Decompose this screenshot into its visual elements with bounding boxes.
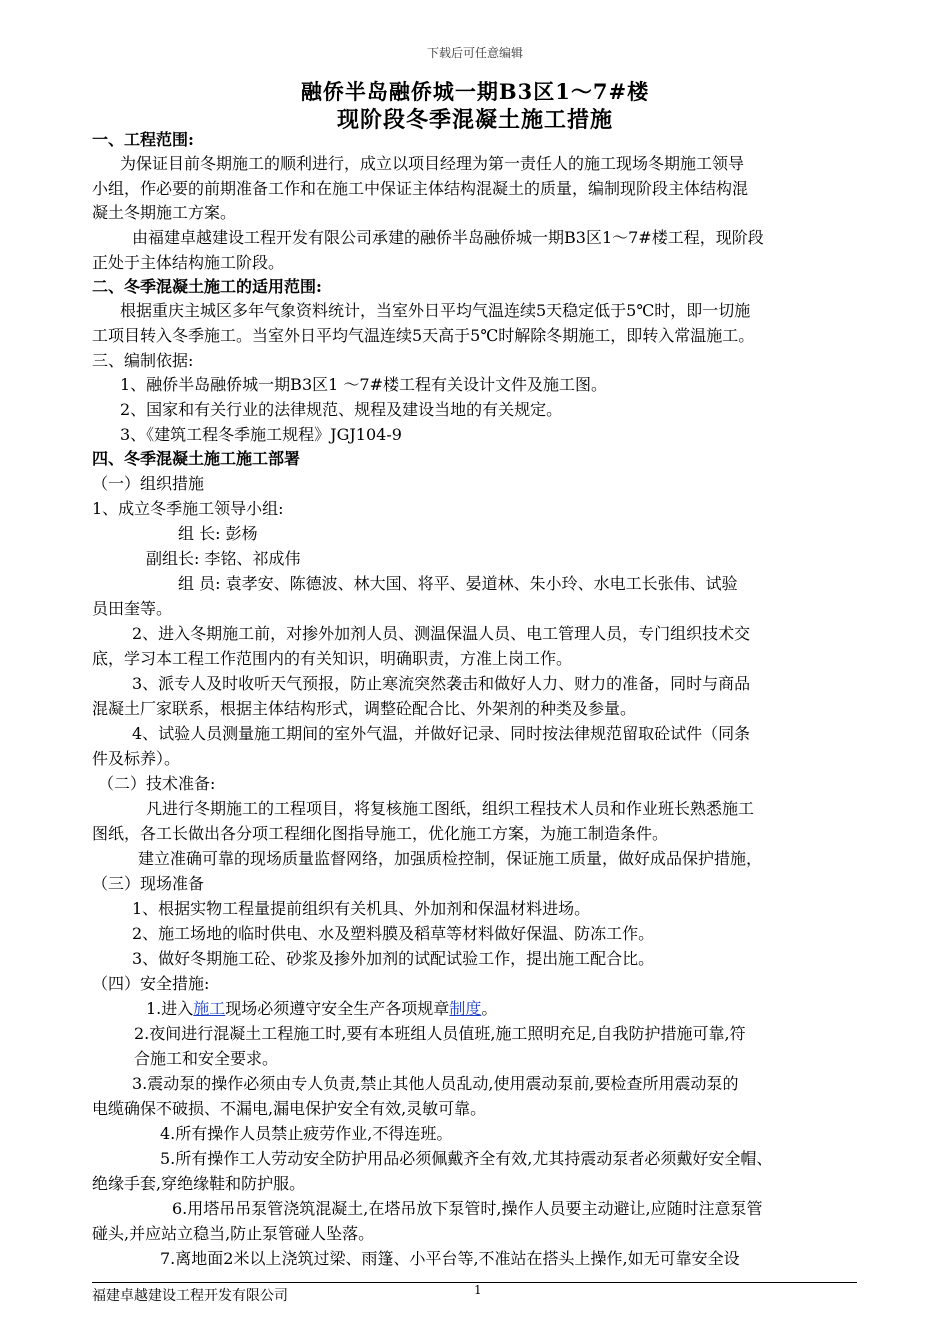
subsection-heading: （四）安全措施:	[92, 974, 210, 993]
paragraph-line: 件及标养）。	[92, 749, 181, 768]
paragraph-line: 建立准确可靠的现场质量监督网络，加强质检控制，保证施工质量，做好成品保护措施，	[138, 849, 763, 868]
document-title-line2: 现阶段冬季混凝土施工措施	[336, 107, 613, 133]
list-item: 5.所有操作工人劳动安全防护用品必须佩戴齐全有效,尤其持震动泵者必须戴好安全帽、	[160, 1149, 773, 1168]
paragraph-line: 工项目转入冬季施工。当室外日平均气温连续5天高于5℃时解除冬期施工，即转入常温施工。	[92, 326, 755, 345]
paragraph-line: 碰头,并应站立稳当,防止泵管碰人坠落。	[92, 1224, 375, 1243]
paragraph-line: 凡进行冬期施工的工程项目，将复核施工图纸，组织工程技术人员和作业班长熟悉施工	[146, 799, 755, 818]
document-title-line1: 融侨半岛融侨城一期B3区1～7#楼	[300, 79, 650, 104]
section-heading-scope: 一、工程范围:	[92, 130, 194, 149]
paragraph-line: 正处于主体结构施工阶段。	[92, 253, 285, 272]
list-item: 2、进入冬期施工前，对掺外加剂人员、测温保温人员、电工管理人员，专门组织技术交	[132, 624, 751, 643]
list-item: 3、做好冬期施工砼、砂浆及掺外加剂的试配试验工作，提出施工配合比。	[132, 949, 655, 968]
list-item: 4、试验人员测量施工期间的室外气温，并做好记录、同时按法律规范留取砼试件（同条	[132, 724, 751, 743]
regulation-link[interactable]: 制度	[449, 999, 482, 1018]
subsection-heading: （一）组织措施	[92, 474, 205, 493]
subsection-heading: （二）技术准备:	[98, 774, 216, 793]
list-item: 2、国家和有关行业的法律规范、规程及建设当地的有关规定。	[120, 400, 563, 419]
section-heading-basis: 三、编制依据:	[92, 351, 194, 370]
leader-entry: 组 长: 彭杨	[178, 524, 258, 543]
paragraph-line: 凝土冬期施工方案。	[92, 203, 237, 222]
paragraph-line: 由福建卓越建设工程开发有限公司承建的融侨半岛融侨城一期B3区1～7#楼工程，现阶段	[132, 228, 764, 247]
header-note: 下载后可任意编辑	[426, 46, 523, 60]
list-item: 1、成立冬季施工领导小组:	[92, 499, 284, 518]
list-item: 2.夜间进行混凝土工程施工时,要有本班组人员值班,施工照明充足,自我防护措施可靠,符	[134, 1024, 746, 1043]
footer-company: 福建卓越建设工程开发有限公司	[92, 1288, 288, 1304]
list-item: 7.离地面2米以上浇筑过梁、雨篷、小平台等,不准站在搭头上操作,如无可靠安全设	[160, 1249, 740, 1268]
section-heading-applicability: 二、冬季混凝土施工的适用范围:	[92, 277, 322, 296]
paragraph-line: 根据重庆主城区多年气象资料统计，当室外日平均气温连续5天稳定低于5℃时，即一切施	[120, 301, 751, 320]
paragraph-line: 底，学习本工程工作范围内的有关知识，明确职责，方准上岗工作。	[92, 649, 573, 668]
construction-link[interactable]: 施工	[193, 999, 226, 1018]
safety-item-1-suffix: 。	[481, 999, 498, 1018]
safety-item-1-middle: 现场必须遵守安全生产各项规章	[225, 999, 450, 1018]
paragraph-line: 图纸，各工长做出各分项工程细化图指导施工，优化施工方案，为施工制造条件。	[92, 824, 669, 843]
safety-item-1	[146, 997, 497, 1021]
paragraph-line: 为保证目前冬期施工的顺利进行，成立以项目经理为第一责任人的施工现场冬期施工领导	[120, 154, 745, 173]
section-heading-deployment: 四、冬季混凝土施工施工部署	[92, 449, 301, 468]
list-item: 4.所有操作人员禁止疲劳作业,不得连班。	[160, 1124, 453, 1143]
paragraph-line: 绝缘手套,穿绝缘鞋和防护服。	[92, 1174, 306, 1193]
paragraph-line: 合施工和安全要求。	[134, 1049, 279, 1068]
paragraph-line: 员田奎等。	[92, 599, 173, 618]
paragraph-line: 电缆确保不破损、不漏电,漏电保护安全有效,灵敏可靠。	[92, 1099, 487, 1118]
list-item: 3、《建筑工程冬季施工规程》JGJ104-9	[120, 425, 402, 444]
page-number: 1	[474, 1283, 482, 1297]
paragraph-line: 混凝土厂家联系，根据主体结构形式，调整砼配合比、外架剂的种类及参量。	[92, 699, 637, 718]
members-entry: 组 员: 袁孝安、陈德波、林大国、将平、晏道林、朱小玲、水电工长张伟、试验	[178, 574, 738, 593]
list-item: 3、派专人及时收听天气预报，防止寒流突然袭击和做好人力、财力的准备，同时与商品	[132, 674, 751, 693]
safety-item-1-prefix: 1.进入	[146, 999, 194, 1018]
list-item: 1、根据实物工程量提前组织有关机具、外加剂和保温材料进场。	[132, 899, 591, 918]
list-item: 1、融侨半岛融侨城一期B3区1 ～7#楼工程有关设计文件及施工图。	[120, 375, 607, 394]
paragraph-line: 小组，作必要的前期准备工作和在施工中保证主体结构混凝土的质量，编制现阶段主体结构混	[92, 179, 749, 198]
deputy-leader-entry: 副组长: 李铭、祁成伟	[146, 549, 301, 568]
list-item: 6.用塔吊吊泵管浇筑混凝土,在塔吊放下泵管时,操作人员要主动避让,应随时注意泵管	[172, 1199, 763, 1218]
list-item: 2、施工场地的临时供电、水及塑料膜及稻草等材料做好保温、防冻工作。	[132, 924, 655, 943]
list-item: 3.震动泵的操作必须由专人负责,禁止其他人员乱动,使用震动泵前,要检查所用震动泵的	[132, 1074, 739, 1093]
subsection-heading: （三）现场准备	[92, 874, 205, 893]
